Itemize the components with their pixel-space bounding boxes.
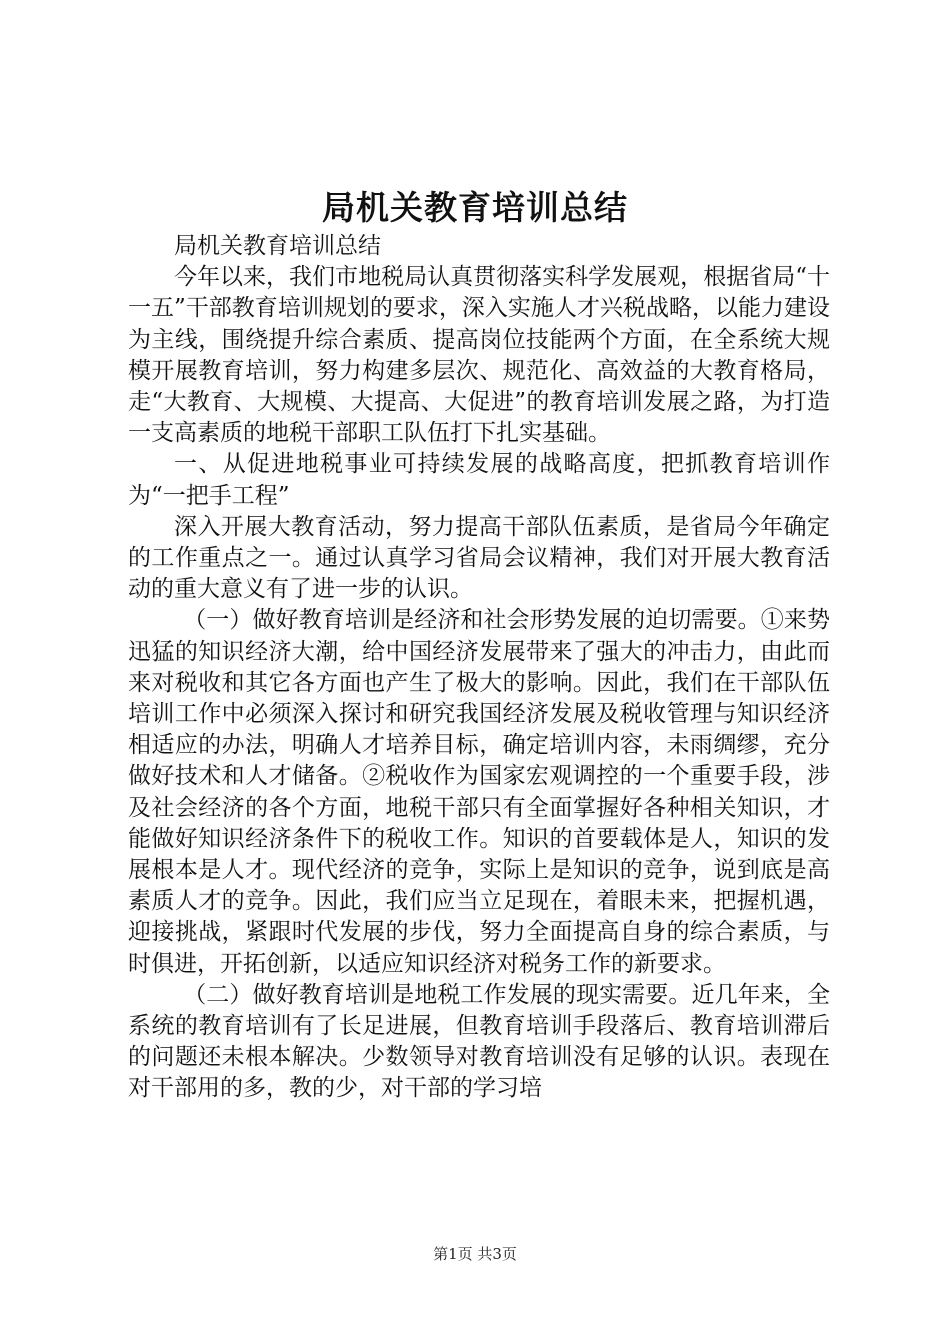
document-title: 局机关教育培训总结 (322, 188, 628, 227)
page-number-footer: 第1页 共3页 (433, 1245, 517, 1263)
document-body (128, 231, 830, 1105)
paragraph-subtitle: 局机关教育培训总结 (174, 233, 381, 259)
paragraph-subsection-1: （一）做好教育培训是经济和社会形势发展的迫切需要。①来势迅猛的知识经济大潮，给中国经济发展带来了强大的冲击力，由此而来对税收和其它各方面也产生了极大的影响。因此，我们在干部队伍培训工作中必须深入探讨和研究我国经济发展及税收管理与知识经济相适应的办法，明确人才培养目标，确定培训内容，未雨绸缪，充分做好技术和人才储备。②税收作为国家宏观调控的一个重要手段，涉及社会经济的各个方面，地税干部只有全面掌握好各种相关知识，才能做好知识经济条件下的税收工作。知识的首要载体是人，知识的发展根本是人才。现代经济的竞争，实际上是知识的竞争，说到底是高素质人才的竞争。因此，我们应当立足现在，着眼未来，把握机遇，迎接挑战，紧跟时代发展的步伐，努力全面提高自身的综合素质，与时俱进，开拓创新，以适应知识经济对税务工作的新要求。 (128, 607, 830, 977)
paragraph-intro: 今年以来，我们市地税局认真贯彻落实科学发展观，根据省局“十一五”干部教育培训规划的要求，深入实施人才兴税战略，以能力建设为主线，围绕提升综合素质、提高岗位技能两个方面，在全系统大规模开展教育培训，努力构建多层次、规范化、高效益的大教育格局，走“大教育、大规模、大提高、大促进”的教育培训发展之路，为打造一支高素质的地税干部职工队伍打下扎实基础。 (128, 264, 830, 447)
section-heading-1: 一、从促进地税事业可持续发展的战略高度，把抓教育培训作为“一把手工程” (128, 451, 830, 509)
paragraph-section-1: 深入开展大教育活动，努力提高干部队伍素质，是省局今年确定的工作重点之一。通过认真学习省局会议精神，我们对开展大教育活动的重大意义有了进一步的认识。 (128, 513, 830, 603)
paragraph-subsection-2: （二）做好教育培训是地税工作发展的现实需要。近几年来，全系统的教育培训有了长足进展，但教育培训手段落后、教育培训滞后的问题还未根本解决。少数领导对教育培训没有足够的认识。表现在对干部用的多，教的少，对干部的学习培 (128, 981, 830, 1102)
